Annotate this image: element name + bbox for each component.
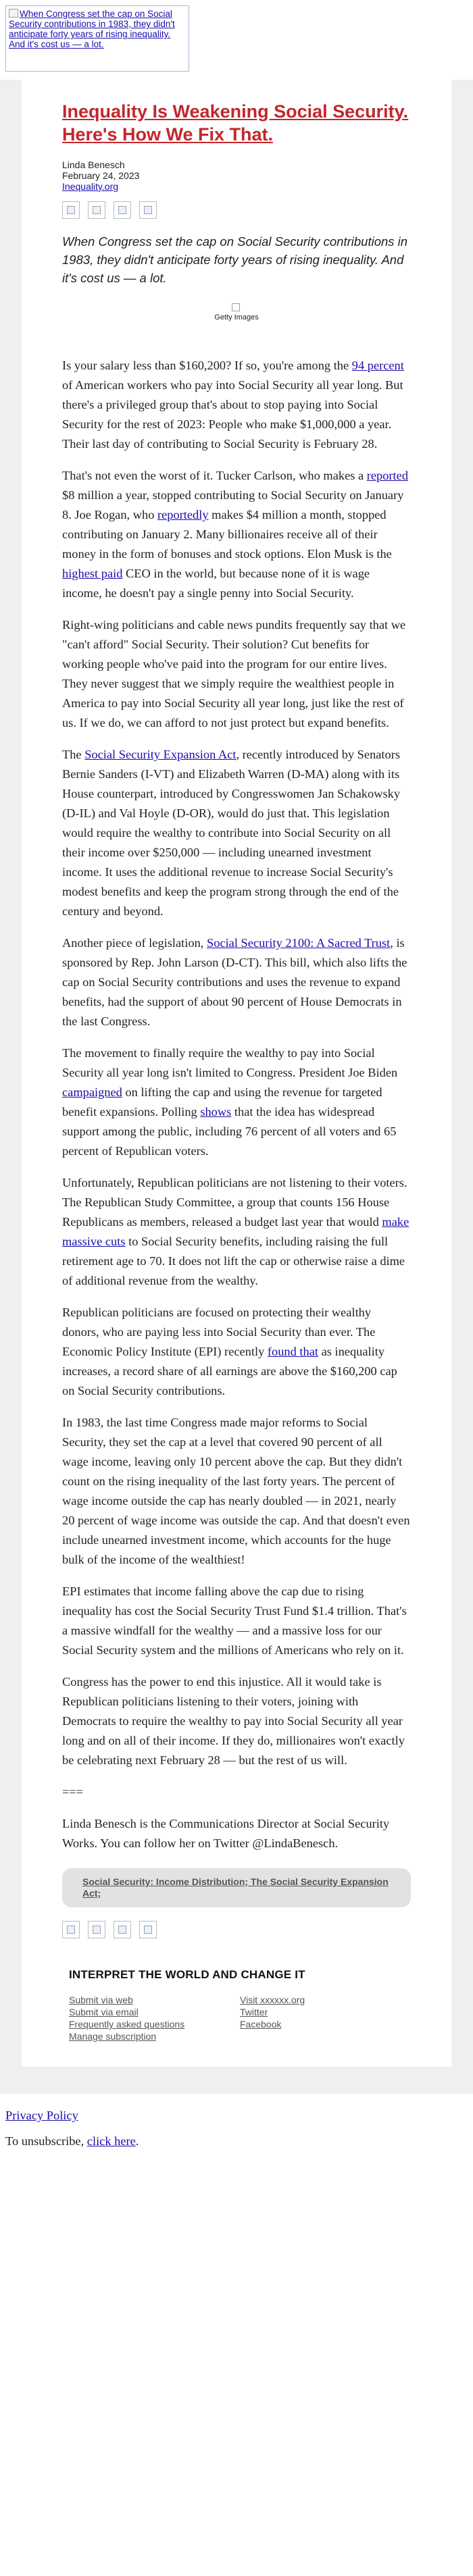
article-paragraph <box>62 615 411 733</box>
article-dek: When Congress set the cap on Social Security contributions in 1983, they didn't anticipate forty years of rising inequality. And it's cost us — a lot. <box>62 234 408 285</box>
footer-link[interactable]: Twitter <box>240 2007 268 2017</box>
byline <box>62 159 411 192</box>
article-paragraph <box>62 933 411 1031</box>
broken-image-icon <box>118 1926 126 1934</box>
article-paragraph <box>62 1173 411 1291</box>
broken-image-icon <box>67 206 75 214</box>
paragraph-text: makes $4 million a month, stopped contributing on January 2. Many billionaires receive all of their money in the form of bonuses and stock options. Elon Musk is the <box>62 508 392 561</box>
footer-link[interactable]: Frequently asked questions <box>69 2019 185 2030</box>
paragraph-text: on lifting the cap and using the revenue for targeted benefit expansions. Polling <box>62 1085 382 1118</box>
article-paragraph <box>62 1303 411 1401</box>
unsubscribe-link[interactable]: click here <box>86 2134 136 2148</box>
paragraph-text: Another piece of legislation, <box>62 936 207 950</box>
broken-image-icon <box>93 1926 101 1934</box>
footer-link[interactable]: Facebook <box>240 2019 282 2030</box>
broken-image-icon <box>67 1926 75 1934</box>
date: February 24, 2023 <box>62 170 140 181</box>
header-image-link[interactable] <box>5 5 189 72</box>
share-icon[interactable] <box>62 201 80 219</box>
separator: === <box>62 1785 84 1799</box>
inline-link[interactable]: 94 percent <box>351 359 404 372</box>
article-paragraph <box>62 466 411 603</box>
inline-link[interactable]: highest paid <box>62 567 123 580</box>
related-links-box <box>62 1868 411 1907</box>
unsubscribe-text: To unsubscribe, <box>5 2134 87 2148</box>
paragraph-text: $8 million a year, stopped contributing to Social Security on January 8. Joe Rogan, who <box>62 488 404 521</box>
broken-image-icon <box>144 206 152 214</box>
share-icon[interactable] <box>88 1921 105 1938</box>
footer-heading: INTERPRET THE WORLD AND CHANGE IT <box>69 1968 305 1981</box>
footer-link[interactable]: Manage subscription <box>69 2031 157 2042</box>
paragraph-text: Congress has the power to end this injustice. All it would take is Republican politicians listening to their voters, joining with Democrats to require the wealthy to pay into Social Security all year long and on all of their income. If they do, millionaires won't exactly be celebrating next February 28 — but the rest of us will. <box>62 1675 405 1767</box>
footer-link[interactable]: Visit xxxxxx.org <box>240 1994 305 2005</box>
paragraph-text: to Social Security benefits, including raising the full retirement age to 70. It does not lift the cap or otherwise raise a dime of additional revenue from the wealthy. <box>62 1235 405 1287</box>
paragraph-text: Right-wing politicians and cable news pundits frequently say that we "can't afford" Social Security. Their solution? Cut benefits for working people who've paid into the program for our entire lives. They never suggest that we simply require the wealthiest people in America to pay into Social Security all year long, just like the rest of us. If we do, we can afford to not just protect but expand benefits. <box>62 618 406 729</box>
image-credit-text: Getty Images <box>214 313 259 321</box>
broken-image-icon <box>93 206 101 214</box>
share-icons-bottom <box>62 1921 411 1938</box>
source-link[interactable]: Inequality.org <box>62 181 119 192</box>
header-image-alt: When Congress set the cap on Social Security contributions in 1983, they didn't anticipate forty years of rising inequality. And it's cost us — a lot. <box>9 9 175 49</box>
article-paragraph <box>62 745 411 921</box>
footer-link[interactable]: Submit via web <box>69 1994 133 2005</box>
article-paragraph <box>62 356 411 454</box>
share-icon[interactable] <box>114 1921 131 1938</box>
footer-link[interactable]: Submit via email <box>69 2007 139 2017</box>
paragraph-text: Is your salary less than $160,200? If so, you're among the <box>62 359 352 372</box>
related-link[interactable]: Social Security: Income Distribution; The Social Security Expansion Act; <box>82 1876 389 1899</box>
share-icon[interactable] <box>88 201 105 219</box>
paragraph-text: , is sponsored by Rep. John Larson (D-CT). This bill, which also lifts the cap on Social Security contributions and uses the revenue to expand benefits, had the support of about 90 percent of House Democrats in the last Congress. <box>62 936 407 1028</box>
unsubscribe-end: . <box>135 2134 139 2148</box>
inline-link[interactable]: reportedly <box>157 508 209 521</box>
author-bio: Linda Benesch is the Communications Director at Social Security Works. You can follow her on Twitter @LindaBenesch. <box>62 1817 390 1850</box>
image-credit <box>62 303 411 322</box>
inline-link[interactable]: shows <box>200 1105 232 1118</box>
article-paragraph <box>62 1672 411 1770</box>
article-card <box>22 80 451 2067</box>
paragraph-text: , recently introduced by Senators Bernie Sanders (I-VT) and Elizabeth Warren (D-MA) along with its House counterpart, introduced by Congresswomen Jan Schakowsky (D-IL) and Val Hoyle (D-OR), would do just that. This legislation would require the wealthy to contribute into Social Security on all their income over $250,000 — including unearned investment income. It uses the additional revenue to increase Social Security's modest benefits and keep the program strong through the end of the century and beyond. <box>62 748 401 918</box>
paragraph-text: The <box>62 748 85 761</box>
article-title[interactable]: Inequality Is Weakening Social Security. Here's How We Fix That. <box>62 101 409 145</box>
paragraph-text: of American workers who pay into Social Security all year long. But there's a privileged group that's about to stop paying into Social Security for the rest of 2023: People who make $1,000,000 a year. Their last day of contributing to Social Security is February 28. <box>62 378 403 450</box>
inline-link[interactable]: make massive cuts <box>62 1215 409 1248</box>
broken-image-icon <box>118 206 126 214</box>
email-outer <box>0 80 473 2094</box>
article-paragraph <box>62 1044 411 1161</box>
inline-link[interactable]: Social Security 2100: A Sacred Trust <box>206 936 391 950</box>
share-icon[interactable] <box>114 201 131 219</box>
paragraph-text: that the idea has widespread support among the public, including 76 percent of all voters and 65 percent of Republican voters. <box>62 1105 397 1158</box>
broken-image-icon <box>232 303 240 311</box>
below-footer <box>0 2094 473 2172</box>
share-icon[interactable] <box>62 1921 80 1938</box>
paragraph-text: Republican politicians are focused on protecting their wealthy donors, who are paying less into Social Security than ever. The Economic Policy Institute (EPI) recently <box>62 1306 376 1358</box>
paragraph-text: as inequality increases, a record share of all earnings are above the $160,200 cap on Social Security contributions. <box>62 1345 397 1397</box>
paragraph-text: In 1983, the last time Congress made major reforms to Social Security, they set the cap at a level that covered 90 percent of all wage income, leaving only 10 percent above the cap. But they didn't count on the rising inequality of the last forty years. The percent of wage income outside the cap has nearly doubled — in 2021, nearly 20 percent of wage income was outside the cap. And that doesn't even include unearned investment income, which accounts for the huge bulk of the income of the wealthiest! <box>62 1416 410 1566</box>
paragraph-text: The movement to finally require the wealthy to pay into Social Security all year long isn't limited to Congress. President Joe Biden <box>62 1046 398 1079</box>
unsubscribe-line <box>5 2133 473 2149</box>
footer-right-links <box>240 1994 411 2042</box>
paragraph-text: CEO in the world, but because none of it is wage income, he doesn't pay a single penny into Social Security. <box>62 567 370 600</box>
inline-link[interactable]: reported <box>366 469 409 482</box>
footer <box>62 1968 411 2042</box>
inline-link[interactable]: found that <box>267 1345 318 1358</box>
article-paragraph <box>62 1582 411 1660</box>
paragraph-text: That's not even the worst of it. Tucker Carlson, who makes a <box>62 469 367 482</box>
paragraph-text: Unfortunately, Republican politicians are not listening to their voters. The Republican Study Committee, a group that counts 156 House Republicans as members, released a budget last year that would <box>62 1176 407 1229</box>
inline-link[interactable]: Social Security Expansion Act <box>84 748 236 761</box>
broken-image-icon <box>144 1926 152 1934</box>
share-icons-top <box>62 201 411 219</box>
privacy-policy-link[interactable]: Privacy Policy <box>5 2109 78 2122</box>
inline-link[interactable]: campaigned <box>62 1085 122 1099</box>
paragraph-text: EPI estimates that income falling above the cap due to rising inequality has cost the Social Security Trust Fund $1.4 trillion. That's a massive windfall for the wealthy — and a massive loss for our Social Security system and the millions of Americans who rely on it. <box>62 1585 407 1657</box>
share-icon[interactable] <box>139 1921 157 1938</box>
share-icon[interactable] <box>139 201 157 219</box>
article-body <box>62 356 411 1770</box>
footer-left-links <box>69 1994 240 2042</box>
author: Linda Benesch <box>62 159 125 170</box>
article-paragraph <box>62 1413 411 1570</box>
broken-image-icon <box>9 9 18 18</box>
